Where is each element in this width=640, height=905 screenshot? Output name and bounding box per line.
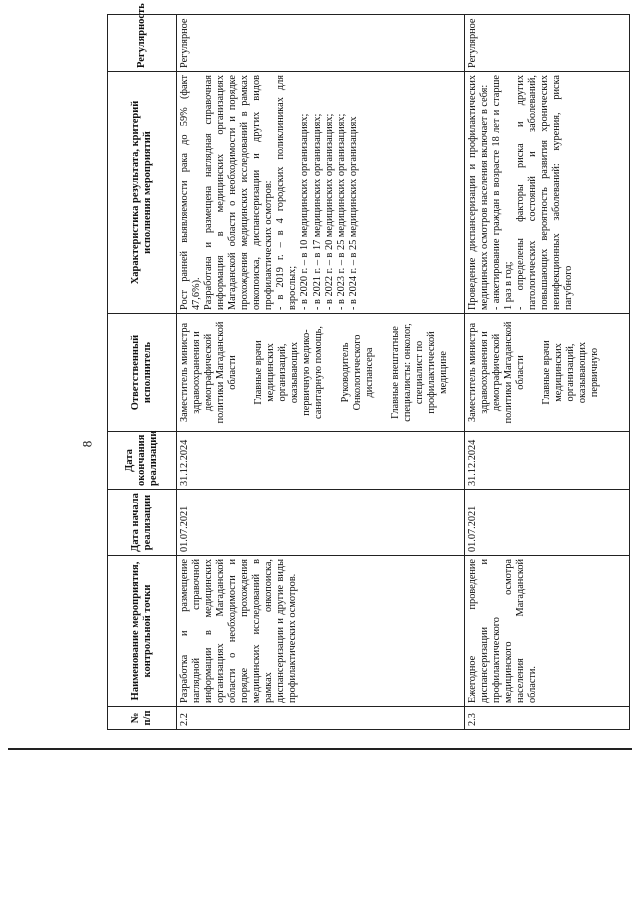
responsible-line: Заместитель министра здравоохранения и демографической политики Магаданской области <box>179 321 239 424</box>
result-line: - в 2023 г. – в 25 медицинских организациях; <box>335 113 347 310</box>
rotated-table-container <box>107 3 624 730</box>
result-line: - в 2019 г. – в 4 городских поликлиниках для взрослых; <box>275 75 299 310</box>
table-row <box>177 15 465 730</box>
end-date: 31.12.2024 <box>177 432 465 490</box>
page-divider-line <box>8 748 632 750</box>
result-cell <box>465 72 630 314</box>
result-line: Разработана и размещена наглядная справочная информация в медицинских организациях Магаданской области о необходимости и порядке прохождения медицинских исследований в рамках онкопоиска, диспансеризации и других видов профилактических осмотров: <box>203 75 275 310</box>
responsible-cell <box>465 314 630 432</box>
measure-name: Ежегодное проведение диспансеризации и профилактического медицинского осмотра населения Магаданской области. <box>465 556 630 707</box>
result-line: - в 2020 г. – в 10 медицинских организациях; <box>299 113 311 310</box>
responsible-line: Главные врачи медицинских организаций, оказывающих первичную медико-санитарную помощь, <box>253 326 325 419</box>
result-line: Рост ранней выявляемости рака до 59% (факт 47,6%). <box>179 75 203 310</box>
regularity: Регулярное <box>177 15 465 72</box>
end-date: 31.12.2024 <box>465 432 630 490</box>
responsible-cell <box>177 314 465 432</box>
row-number: 2.2 <box>177 707 465 730</box>
responsible-line: Заместитель министра здравоохранения и демографической политики Магаданской области <box>467 321 527 424</box>
measure-name: Разработка и размещение наглядной справочной информации в медицинских организациях Магаданской области о необходимости и порядке прохождения медицинских исследований в рамках онкопоиска, диспансеризации и другие виды профилактических осмотров. <box>177 556 465 707</box>
measures-table <box>107 3 630 730</box>
header-start-date: Дата начала реализации <box>108 490 177 556</box>
responsible-line: Руководитель Онкологического диспансера <box>339 334 375 411</box>
result-line: - определены факторы риска и других патологических состояний и заболеваний, повышающих вероятность развития хронических неинфекционных заболеваний: курения, риска пагубного <box>515 75 575 310</box>
header-end-date: Дата окончания реализации <box>108 432 177 490</box>
result-cell <box>177 72 465 314</box>
row-number: 2.3 <box>465 707 630 730</box>
result-line: - в 2022 г. – в 20 медицинских организациях; <box>323 113 335 310</box>
header-number: № п/п <box>108 707 177 730</box>
table-row <box>465 15 630 730</box>
regularity: Регулярное <box>465 15 630 72</box>
header-regularity: Регулярность <box>108 15 177 72</box>
start-date: 01.07.2021 <box>177 490 465 556</box>
header-measure-name: Наименование мероприятия, контрольной точки <box>108 556 177 707</box>
page-number: 8 <box>79 440 95 448</box>
table-header-row <box>108 15 177 730</box>
responsible-line: Главные внештатные специалисты: онколог, специалист по профилактической медицине <box>389 323 449 422</box>
result-line: - в 2024 г. – в 25 медицинских организациях <box>347 116 359 310</box>
result-line: - анкетирование граждан в возрасте 18 лет и старше 1 раз в год; <box>491 75 515 310</box>
result-line: Проведение диспансеризации и профилактических медицинских осмотров населения включает в себя: <box>467 75 491 310</box>
responsible-line: Главные врачи медицинских организаций, оказывающих первичную <box>541 340 601 405</box>
start-date: 01.07.2021 <box>465 490 630 556</box>
header-responsible: Ответственный исполнитель <box>108 314 177 432</box>
header-result: Характеристика результата, критерий исполнения мероприятий <box>108 72 177 314</box>
result-line: - в 2021 г. – в 17 медицинских организациях; <box>311 113 323 310</box>
